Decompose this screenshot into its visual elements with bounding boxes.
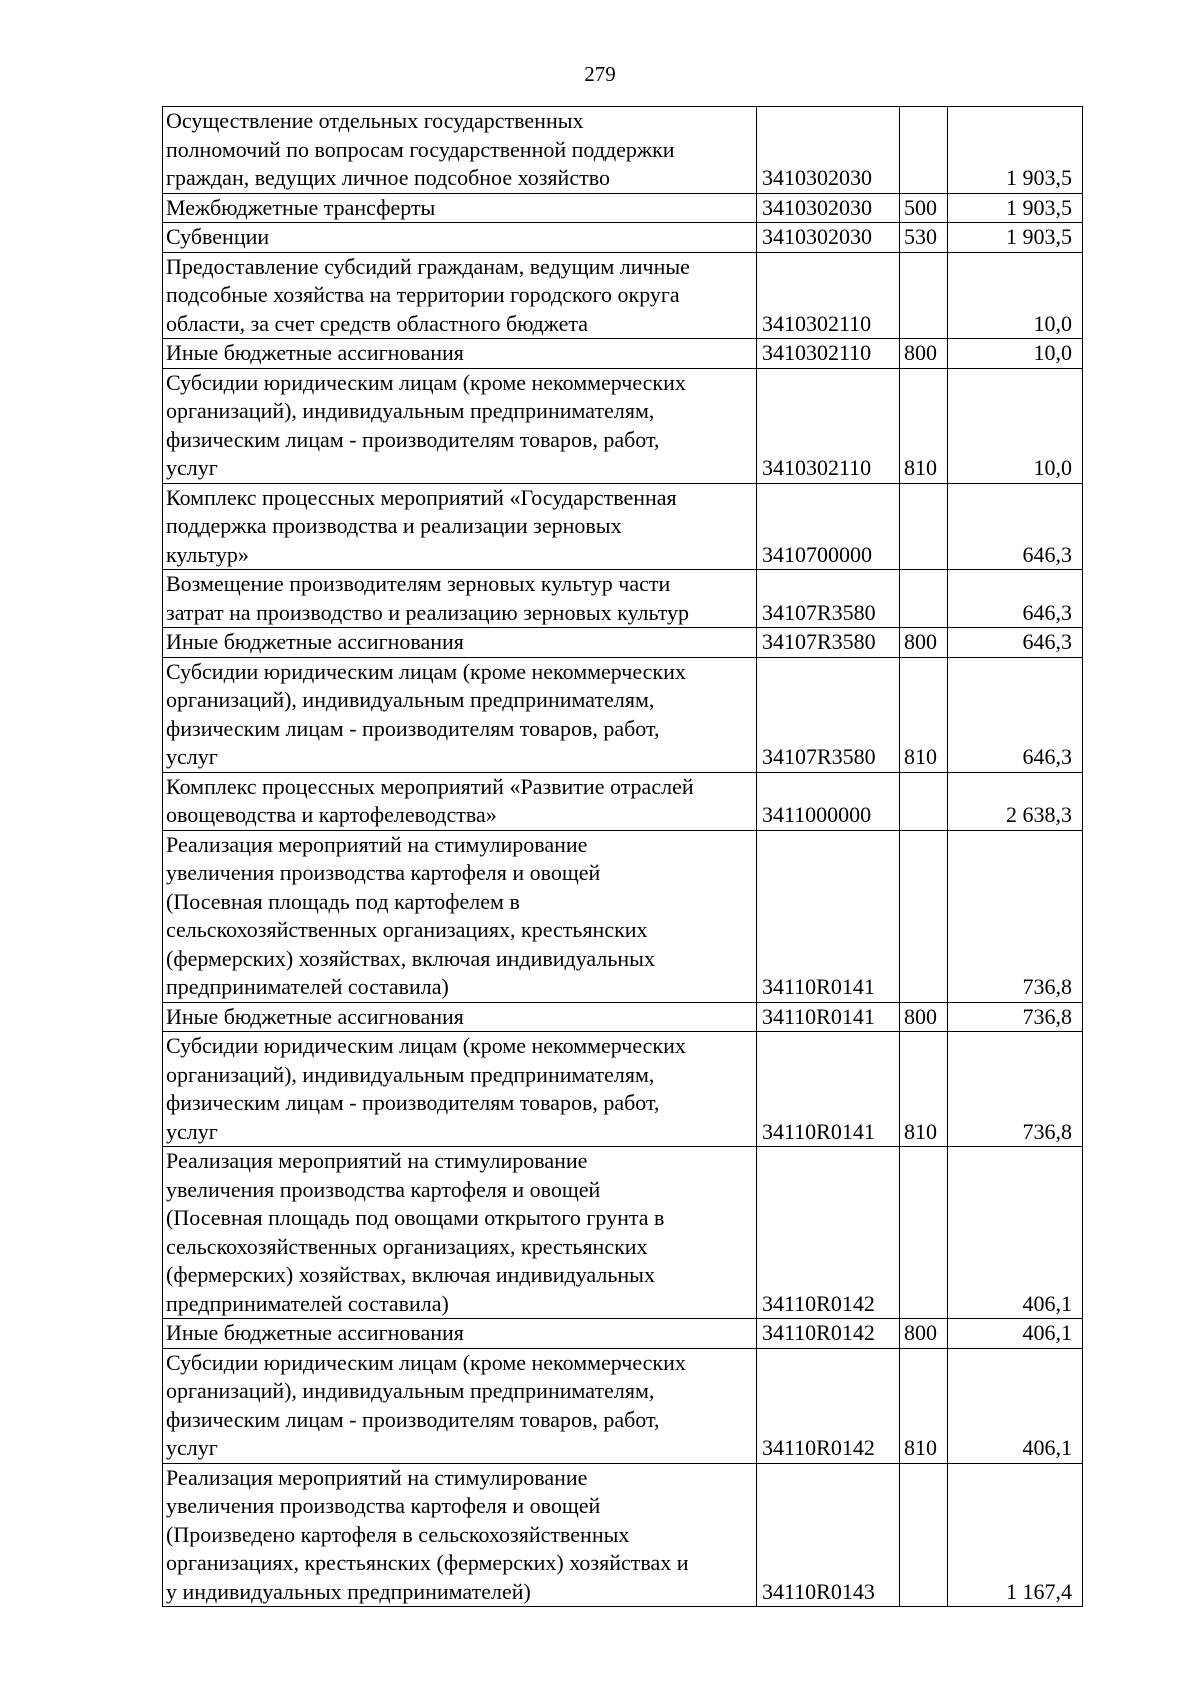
expense-name-line: (Посевная площадь под овощами открытого грунта в xyxy=(166,1205,665,1230)
expense-name-line: физическим лицам - производителям товаров, работ, xyxy=(166,715,660,741)
expense-name-line: Субсидии юридическим лицам (кроме некоммерческих xyxy=(166,369,686,395)
expense-name-line: услуг xyxy=(166,744,218,769)
expense-name-line: Реализация мероприятий на стимулирование xyxy=(166,831,588,857)
table-row xyxy=(163,1348,1083,1463)
expense-type-code-cell xyxy=(900,1463,948,1607)
expense-type-code-cell xyxy=(900,483,948,570)
expense-name-line: услуг xyxy=(166,455,218,480)
expense-name-line: физическим лицам - производителям товаров, работ, xyxy=(166,1406,660,1432)
expense-name-line: Осуществление отдельных государственных xyxy=(166,108,584,133)
expense-type-code-cell: 810 xyxy=(900,1348,948,1463)
target-article-code-cell: 34110R0141 xyxy=(757,1032,900,1147)
target-article-code-cell: 34110R0142 xyxy=(757,1319,900,1349)
table-row xyxy=(163,252,1083,339)
expense-name-line: Иные бюджетные ассигнования xyxy=(166,629,464,654)
expense-name-cell xyxy=(163,657,757,772)
expense-name-line: организаций), индивидуальным предпринимателям, xyxy=(166,1061,655,1087)
expense-name-line: подсобные хозяйства на территории городского округа xyxy=(166,282,680,307)
expense-name-line: услуг xyxy=(166,1118,218,1144)
expense-type-code-cell: 810 xyxy=(900,1032,948,1147)
expense-type-code-cell: 800 xyxy=(900,1319,948,1349)
amount-cell: 1 903,5 xyxy=(948,107,1083,194)
expense-name-line: (фермерских) хозяйствах, включая индивидуальных xyxy=(166,945,655,971)
expense-name-line: (фермерских) хозяйствах, включая индивидуальных xyxy=(166,1262,655,1287)
expense-name-cell xyxy=(163,570,757,628)
expense-name-line: Субсидии юридическим лицам (кроме некоммерческих xyxy=(166,1349,686,1375)
target-article-code-cell: 34110R0142 xyxy=(757,1348,900,1463)
table-row xyxy=(163,339,1083,369)
expense-name-line: Субвенции xyxy=(166,224,270,249)
expense-type-code-cell: 530 xyxy=(900,223,948,253)
expense-type-code-cell: 810 xyxy=(900,657,948,772)
expense-type-code-cell xyxy=(900,1147,948,1319)
expense-name-cell xyxy=(163,483,757,570)
expense-name-cell xyxy=(163,252,757,339)
table-row xyxy=(163,1319,1083,1349)
expense-type-code-cell xyxy=(900,570,948,628)
amount-cell: 406,1 xyxy=(948,1319,1083,1349)
expense-name-line: организациях, крестьянских (фермерских) хозяйствах и xyxy=(166,1550,689,1575)
amount-cell: 646,3 xyxy=(948,628,1083,658)
expense-type-code-cell: 800 xyxy=(900,1002,948,1032)
expense-name-cell xyxy=(163,1463,757,1607)
expense-name-cell xyxy=(163,368,757,483)
expense-name-line: поддержка производства и реализации зерновых xyxy=(166,513,622,538)
expense-name-cell xyxy=(163,339,757,369)
expense-name-cell xyxy=(163,193,757,223)
expense-name-line: Субсидии юридическим лицам (кроме некоммерческих xyxy=(166,658,686,684)
expense-type-code-cell: 800 xyxy=(900,628,948,658)
expense-name-cell xyxy=(163,772,757,830)
expense-name-line: Иные бюджетные ассигнования xyxy=(166,1003,464,1029)
table-row xyxy=(163,657,1083,772)
target-article-code-cell: 3411000000 xyxy=(757,772,900,830)
target-article-code-cell: 3410302030 xyxy=(757,223,900,253)
expense-name-line: культур» xyxy=(166,541,249,567)
expense-name-line: Межбюджетные трансферты xyxy=(166,194,436,220)
table-row xyxy=(163,107,1083,194)
expense-name-cell xyxy=(163,628,757,658)
amount-cell: 646,3 xyxy=(948,570,1083,628)
expense-name-line: Иные бюджетные ассигнования xyxy=(166,1320,464,1345)
expense-name-cell xyxy=(163,1002,757,1032)
table-body xyxy=(163,107,1083,1607)
target-article-code-cell: 3410302110 xyxy=(757,368,900,483)
expense-name-line: затрат на производство и реализацию зерновых культур xyxy=(166,599,690,625)
target-article-code-cell: 34107R3580 xyxy=(757,570,900,628)
expense-type-code-cell xyxy=(900,772,948,830)
table-row xyxy=(163,1032,1083,1147)
expense-name-cell xyxy=(163,1348,757,1463)
amount-cell: 406,1 xyxy=(948,1348,1083,1463)
expense-type-code-cell: 800 xyxy=(900,339,948,369)
expense-name-line: у индивидуальных предпринимателей) xyxy=(166,1578,531,1604)
expense-name-cell xyxy=(163,223,757,253)
target-article-code-cell: 34107R3580 xyxy=(757,628,900,658)
expense-name-line: организаций), индивидуальным предпринимателям, xyxy=(166,398,655,423)
expense-name-line: Реализация мероприятий на стимулирование xyxy=(166,1464,588,1490)
expense-name-line: организаций), индивидуальным предпринимателям, xyxy=(166,687,655,712)
expense-name-line: увеличения производства картофеля и овощей xyxy=(166,1493,601,1518)
amount-cell: 736,8 xyxy=(948,830,1083,1002)
expense-name-line: (Посевная площадь под картофелем в xyxy=(166,888,520,914)
expense-name-cell xyxy=(163,830,757,1002)
expense-type-code-cell xyxy=(900,252,948,339)
amount-cell: 1 903,5 xyxy=(948,223,1083,253)
expense-name-line: (Произведено картофеля в сельскохозяйственных xyxy=(166,1521,630,1547)
amount-cell: 646,3 xyxy=(948,483,1083,570)
table-row xyxy=(163,483,1083,570)
expense-type-code-cell xyxy=(900,830,948,1002)
expense-name-line: организаций), индивидуальным предпринимателям, xyxy=(166,1378,655,1403)
amount-cell: 10,0 xyxy=(948,339,1083,369)
expense-name-line: физическим лицам - производителям товаров, работ, xyxy=(166,1090,660,1115)
table-row xyxy=(163,223,1083,253)
expense-name-line: Предоставление субсидий гражданам, ведущим личные xyxy=(166,253,690,279)
amount-cell: 1 903,5 xyxy=(948,193,1083,223)
expense-name-line: физическим лицам - производителям товаров, работ, xyxy=(166,426,660,452)
expense-name-line: Реализация мероприятий на стимулирование xyxy=(166,1148,588,1173)
expense-name-cell xyxy=(163,107,757,194)
expense-name-line: Комплекс процессных мероприятий «Развитие отраслей xyxy=(166,773,694,799)
expense-name-line: сельскохозяйственных организациях, крестьянских xyxy=(166,1233,648,1259)
expense-name-cell xyxy=(163,1032,757,1147)
amount-cell: 1 167,4 xyxy=(948,1463,1083,1607)
amount-cell: 736,8 xyxy=(948,1032,1083,1147)
expense-name-line: сельскохозяйственных организациях, крестьянских xyxy=(166,917,648,942)
table-row xyxy=(163,1147,1083,1319)
expense-name-line: Иные бюджетные ассигнования xyxy=(166,340,464,365)
target-article-code-cell: 34110R0141 xyxy=(757,830,900,1002)
target-article-code-cell: 34110R0143 xyxy=(757,1463,900,1607)
target-article-code-cell: 3410302110 xyxy=(757,339,900,369)
expense-name-cell xyxy=(163,1147,757,1319)
table-row xyxy=(163,772,1083,830)
table-row xyxy=(163,1463,1083,1607)
target-article-code-cell: 34110R0141 xyxy=(757,1002,900,1032)
page-number: 279 xyxy=(584,62,616,86)
expense-name-line: услуг xyxy=(166,1435,218,1460)
target-article-code-cell: 34107R3580 xyxy=(757,657,900,772)
target-article-code-cell: 3410302030 xyxy=(757,107,900,194)
expense-name-line: полномочий по вопросам государственной поддержки xyxy=(166,136,675,162)
table-row xyxy=(163,368,1083,483)
amount-cell: 406,1 xyxy=(948,1147,1083,1319)
amount-cell: 736,8 xyxy=(948,1002,1083,1032)
amount-cell: 10,0 xyxy=(948,368,1083,483)
expense-name-line: Комплекс процессных мероприятий «Государственная xyxy=(166,484,677,510)
table-row xyxy=(163,570,1083,628)
expense-name-line: Субсидии юридическим лицам (кроме некоммерческих xyxy=(166,1033,686,1058)
expense-name-line: предпринимателей составила) xyxy=(166,974,449,999)
table-row xyxy=(163,628,1083,658)
budget-allocation-table xyxy=(162,106,1083,1607)
expense-type-code-cell xyxy=(900,107,948,194)
expense-name-line: овощеводства и картофелеводства» xyxy=(166,802,497,827)
table-row xyxy=(163,830,1083,1002)
expense-type-code-cell: 500 xyxy=(900,193,948,223)
expense-name-line: предпринимателей составила) xyxy=(166,1290,449,1316)
amount-cell: 2 638,3 xyxy=(948,772,1083,830)
table-row xyxy=(163,193,1083,223)
expense-type-code-cell: 810 xyxy=(900,368,948,483)
expense-name-line: Возмещение производителям зерновых культур части xyxy=(166,571,671,596)
table-row xyxy=(163,1002,1083,1032)
expense-name-line: увеличения производства картофеля и овощей xyxy=(166,860,601,885)
expense-name-line: увеличения производства картофеля и овощей xyxy=(166,1176,601,1202)
amount-cell: 646,3 xyxy=(948,657,1083,772)
target-article-code-cell: 34110R0142 xyxy=(757,1147,900,1319)
expense-name-line: области, за счет средств областного бюджета xyxy=(166,310,589,336)
expense-name-line: граждан, ведущих личное подсобное хозяйство xyxy=(166,165,610,190)
target-article-code-cell: 3410302030 xyxy=(757,193,900,223)
target-article-code-cell: 3410302110 xyxy=(757,252,900,339)
amount-cell: 10,0 xyxy=(948,252,1083,339)
expense-name-cell xyxy=(163,1319,757,1349)
target-article-code-cell: 3410700000 xyxy=(757,483,900,570)
